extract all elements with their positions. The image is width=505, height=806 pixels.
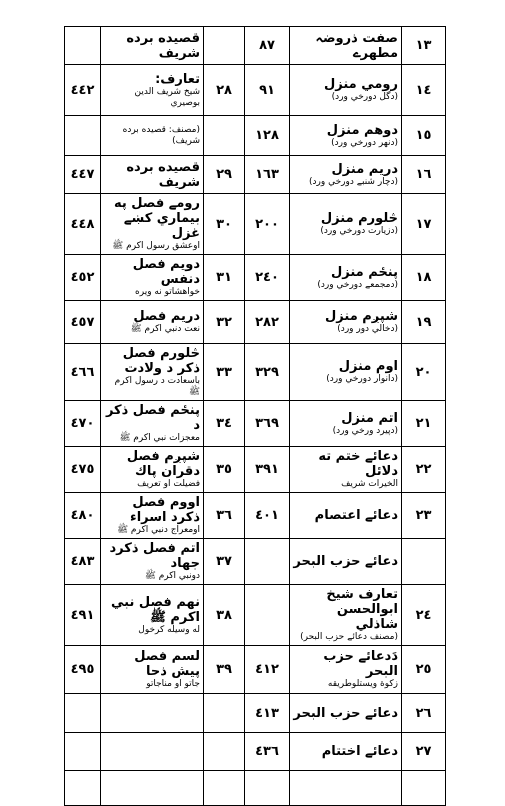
entry-number-text: ٢٤ bbox=[415, 607, 432, 623]
entry-title-2-text: اتم فصل ذكرد جهاد bbox=[109, 541, 200, 571]
entry-number-2-text: ٣٨ bbox=[216, 607, 232, 623]
entry-page-2-text: ٤٤٨ bbox=[70, 216, 95, 232]
table-row bbox=[65, 733, 446, 771]
entry-number-2-text: ٣٢ bbox=[216, 314, 232, 330]
table-row bbox=[65, 344, 446, 401]
entry-number-text: ٢٦ bbox=[415, 705, 432, 721]
entry-title bbox=[290, 27, 402, 65]
entry-page bbox=[245, 771, 290, 806]
entry-title-2 bbox=[101, 694, 204, 733]
entry-title-2-text: قصيده برده شريف bbox=[126, 159, 200, 190]
entry-page bbox=[245, 694, 290, 733]
entry-number bbox=[402, 401, 446, 447]
table-row bbox=[65, 493, 446, 539]
entry-page-2 bbox=[65, 539, 101, 585]
entry-subtitle-text: (دچار شنبے دورخي ورد) bbox=[309, 176, 398, 187]
table-row bbox=[65, 539, 446, 585]
entry-page-2 bbox=[65, 733, 101, 771]
entry-number-2 bbox=[204, 401, 245, 447]
entry-title bbox=[290, 585, 402, 646]
entry-page-text: ٣٩١ bbox=[255, 462, 279, 477]
entry-title-text: دوهم منزل bbox=[326, 122, 398, 138]
entry-page-text: ١٦٣ bbox=[255, 167, 279, 182]
entry-title-2 bbox=[101, 539, 204, 585]
table-row bbox=[65, 156, 446, 194]
table-row bbox=[65, 27, 446, 65]
entry-number bbox=[402, 156, 446, 194]
entry-title bbox=[290, 493, 402, 539]
entry-number-text: ٢٧ bbox=[415, 744, 432, 759]
entry-page-text: ٤١٣ bbox=[255, 705, 279, 721]
entry-title-text: دعائے اختتام bbox=[321, 744, 398, 759]
entry-subtitle-text: الخيرات شريف bbox=[341, 479, 398, 489]
entry-number-2 bbox=[204, 733, 245, 771]
entry-title-text: صفت ذروضہ مطهرے bbox=[315, 30, 398, 61]
table-row bbox=[65, 646, 446, 694]
entry-subtitle-2-text: معجزات نبي اكرم ﷺ bbox=[119, 433, 200, 443]
entry-subtitle-2-text: اوعشق رسول اكرم ﷺ bbox=[112, 241, 200, 251]
entry-title-2-text: دريم فصل bbox=[133, 309, 200, 324]
entry-title-2 bbox=[101, 116, 204, 156]
entry-title-text: اوم منزل bbox=[338, 359, 398, 374]
entry-title-text: دَدعائے حزب البحر bbox=[323, 649, 398, 679]
entry-subtitle-2-text: له وسيله كرخول bbox=[138, 624, 200, 635]
entry-page-2-text: ٤٨٣ bbox=[70, 554, 95, 569]
entry-page-text: ٩١ bbox=[259, 82, 275, 98]
entry-number bbox=[402, 194, 446, 255]
entry-number-2-text: ٣٠ bbox=[216, 216, 232, 232]
entry-number-text: ٢٠ bbox=[415, 364, 432, 380]
entry-title-text: دعائے اعتصام bbox=[314, 508, 398, 523]
entry-page bbox=[245, 194, 290, 255]
entry-subtitle-text: زكوة ويستلوطريقه bbox=[327, 679, 398, 689]
entry-number-2-text: ٣٣ bbox=[216, 364, 232, 380]
entry-number bbox=[402, 493, 446, 539]
entry-title-2 bbox=[101, 771, 204, 806]
table-row bbox=[65, 65, 446, 116]
entry-number-2 bbox=[204, 694, 245, 733]
entry-title-text: شپږم منزل bbox=[325, 309, 398, 324]
entry-title-text: رومي منزل bbox=[323, 77, 398, 92]
entry-page bbox=[245, 156, 290, 194]
table-row bbox=[65, 585, 446, 646]
entry-page-2 bbox=[65, 255, 101, 301]
entry-page-2-text: ٤٩١ bbox=[70, 607, 95, 623]
entry-subtitle-2-text: دونبي اكرم ﷺ bbox=[145, 571, 200, 581]
entry-title bbox=[290, 116, 402, 156]
entry-page bbox=[245, 539, 290, 585]
entry-title bbox=[290, 194, 402, 255]
entry-number-2-text: ٢٨ bbox=[216, 82, 232, 98]
entry-title-2 bbox=[101, 255, 204, 301]
entry-subtitle-2-text: شيخ شريف الدين بوصيري bbox=[134, 86, 200, 108]
entry-title-text: دعائے ختم ته دلائل bbox=[318, 449, 398, 479]
entry-title-2 bbox=[101, 344, 204, 401]
entry-page-text: ٣٦٩ bbox=[255, 416, 279, 431]
entry-page-text: ٨٧ bbox=[259, 38, 275, 53]
table-row bbox=[65, 447, 446, 493]
entry-subtitle-2-text: (مصنف: قصيده برده شريف) bbox=[122, 124, 200, 146]
entry-title-2 bbox=[101, 156, 204, 194]
entry-number bbox=[402, 301, 446, 344]
entry-page-2 bbox=[65, 301, 101, 344]
entry-page bbox=[245, 27, 290, 65]
entry-page-2-text: ٤٦٦ bbox=[70, 364, 95, 380]
entry-page bbox=[245, 301, 290, 344]
entry-page-2-text: ٤٤٧ bbox=[70, 167, 95, 182]
entry-page-2 bbox=[65, 401, 101, 447]
entry-subtitle-2-text: جاتو او مناجاتو bbox=[146, 679, 200, 689]
entry-title bbox=[290, 694, 402, 733]
entry-page-text: ٢٠٠ bbox=[255, 216, 279, 232]
entry-number-text: ١٩ bbox=[415, 314, 432, 330]
table-row bbox=[65, 401, 446, 447]
entry-number-2 bbox=[204, 493, 245, 539]
entry-page-2 bbox=[65, 65, 101, 116]
entry-number-text: ٢٢ bbox=[415, 462, 432, 477]
entry-subtitle-text: (دمجمعے دورخي ورد) bbox=[317, 279, 398, 290]
entry-title-2 bbox=[101, 27, 204, 65]
entry-title-text: دعائے حزب البحر bbox=[293, 554, 398, 569]
entry-title bbox=[290, 447, 402, 493]
entry-page-2-text: ٤٧٠ bbox=[70, 416, 95, 431]
entry-title-2 bbox=[101, 493, 204, 539]
entry-title-2-text: پنځم فصل ذكر د bbox=[105, 403, 200, 433]
entry-page bbox=[245, 585, 290, 646]
entry-page-text: ٢٤٠ bbox=[255, 270, 279, 285]
entry-number-2 bbox=[204, 771, 245, 806]
table-row bbox=[65, 301, 446, 344]
table-row bbox=[65, 194, 446, 255]
entry-title bbox=[290, 771, 402, 806]
entry-title-2-text: رومے فصل په بيماري كښے غزل bbox=[114, 196, 200, 241]
entry-subtitle-text: (دزيارت دورخي ورد) bbox=[320, 226, 398, 236]
entry-number-2-text: ٣٥ bbox=[216, 462, 232, 477]
entry-number-2 bbox=[204, 116, 245, 156]
entry-page bbox=[245, 344, 290, 401]
entry-page bbox=[245, 65, 290, 116]
entry-number-2 bbox=[204, 646, 245, 694]
entry-subtitle-text: (دگل دورخي ورد) bbox=[331, 92, 398, 102]
entry-title-2-text: اووم فصل ذكرد اسراء bbox=[130, 495, 200, 525]
entry-page bbox=[245, 447, 290, 493]
entry-title bbox=[290, 401, 402, 447]
entry-number bbox=[402, 344, 446, 401]
table-row bbox=[65, 771, 446, 806]
entry-number bbox=[402, 694, 446, 733]
entry-title-text: دريم منزل bbox=[331, 161, 398, 177]
toc-body bbox=[65, 27, 446, 806]
entry-number-text: ٢٥ bbox=[415, 662, 432, 677]
entry-page bbox=[245, 646, 290, 694]
entry-page-2 bbox=[65, 585, 101, 646]
entry-page-2-text: ٤٥٧ bbox=[70, 314, 95, 330]
entry-title-2 bbox=[101, 646, 204, 694]
entry-page-text: ٣٢٩ bbox=[255, 364, 279, 380]
entry-page-text: ٤١٢ bbox=[255, 662, 279, 677]
entry-title bbox=[290, 156, 402, 194]
entry-title bbox=[290, 539, 402, 585]
entry-subtitle-2-text: خواهشاتو نه ويره bbox=[135, 287, 200, 297]
entry-subtitle-text: (مصنف دعائے حزب البحر) bbox=[300, 632, 398, 642]
entry-number bbox=[402, 65, 446, 116]
entry-number-2-text: ٣٦ bbox=[216, 508, 232, 523]
table-row bbox=[65, 116, 446, 156]
entry-subtitle-text: (دنهر دورخي ورد) bbox=[331, 137, 398, 148]
entry-number-2 bbox=[204, 156, 245, 194]
entry-title-2 bbox=[101, 65, 204, 116]
entry-title-2 bbox=[101, 447, 204, 493]
entry-page-2-text: ٤٨٠ bbox=[70, 508, 95, 523]
entry-page-2 bbox=[65, 194, 101, 255]
entry-number bbox=[402, 585, 446, 646]
entry-number-2 bbox=[204, 27, 245, 65]
entry-title-2-text: دويم فصل دنفس bbox=[132, 257, 200, 287]
entry-page-2 bbox=[65, 694, 101, 733]
entry-page bbox=[245, 493, 290, 539]
entry-title bbox=[290, 65, 402, 116]
entry-title-2-text: تعارف: bbox=[155, 71, 200, 87]
entry-page-2 bbox=[65, 156, 101, 194]
entry-page-text: ١٢٨ bbox=[255, 128, 279, 143]
entry-subtitle-2-text: اومعراج دنبي اكرم ﷺ bbox=[117, 525, 200, 535]
entry-page-2 bbox=[65, 116, 101, 156]
entry-number bbox=[402, 771, 446, 806]
toc-table bbox=[64, 26, 446, 806]
entry-number-text: ١٣ bbox=[415, 38, 432, 53]
entry-page-text: ٤٠١ bbox=[255, 508, 279, 523]
entry-title-2-text: نهم فصل نبي اكرم ﷺ bbox=[111, 594, 200, 625]
entry-number-text: ١٤ bbox=[415, 82, 432, 98]
entry-number bbox=[402, 646, 446, 694]
entry-title-2 bbox=[101, 401, 204, 447]
entry-number-2-text: ٣٩ bbox=[216, 662, 232, 677]
entry-page-2 bbox=[65, 771, 101, 806]
entry-number bbox=[402, 733, 446, 771]
entry-number-2-text: ٣٧ bbox=[216, 554, 232, 569]
entry-subtitle-2-text: نعت دنبي اكرم ﷺ bbox=[130, 324, 200, 334]
entry-page-2 bbox=[65, 493, 101, 539]
entry-number-text: ٢١ bbox=[415, 416, 432, 431]
entry-page bbox=[245, 116, 290, 156]
entry-page-2 bbox=[65, 447, 101, 493]
entry-number-2 bbox=[204, 447, 245, 493]
entry-number bbox=[402, 27, 446, 65]
entry-title-2-text: شپږم فصل دقران پاك bbox=[126, 449, 200, 479]
entry-page-2-text: ٤٥٢ bbox=[70, 270, 95, 285]
entry-title bbox=[290, 733, 402, 771]
entry-title-2 bbox=[101, 733, 204, 771]
entry-title-2-text: څلورم فصل ذكر د ولادت bbox=[122, 346, 200, 376]
entry-title-text: اتم منزل bbox=[341, 410, 398, 426]
entry-number-2 bbox=[204, 539, 245, 585]
entry-number-2 bbox=[204, 301, 245, 344]
entry-page-text: ٤٣٦ bbox=[255, 744, 279, 759]
entry-title-2 bbox=[101, 194, 204, 255]
entry-number-text: ٢٣ bbox=[415, 508, 432, 523]
entry-number-2-text: ٢٩ bbox=[216, 167, 232, 182]
entry-page-2 bbox=[65, 27, 101, 65]
entry-title bbox=[290, 646, 402, 694]
entry-number bbox=[402, 447, 446, 493]
entry-number bbox=[402, 116, 446, 156]
entry-number-2 bbox=[204, 194, 245, 255]
table-row bbox=[65, 255, 446, 301]
entry-subtitle-text: (دخالي دور ورد) bbox=[337, 324, 398, 334]
entry-number-2 bbox=[204, 255, 245, 301]
entry-title-2-text: لسم فصل پيش ذحا bbox=[134, 649, 200, 679]
table-row bbox=[65, 694, 446, 733]
entry-page bbox=[245, 733, 290, 771]
entry-number-text: ١٥ bbox=[415, 128, 432, 143]
entry-number bbox=[402, 255, 446, 301]
entry-title-text: پنځم منزل bbox=[331, 264, 398, 280]
entry-number-2 bbox=[204, 585, 245, 646]
entry-title-2-text: قصيده برده شريف bbox=[126, 30, 200, 61]
entry-page-text: ٢٨٢ bbox=[255, 314, 279, 330]
entry-number-2-text: ٣١ bbox=[216, 270, 232, 285]
entry-subtitle-text: (دپيرد ورخي ورد) bbox=[332, 425, 398, 436]
entry-number-2-text: ٣٤ bbox=[216, 416, 232, 431]
entry-page-2 bbox=[65, 646, 101, 694]
entry-title bbox=[290, 255, 402, 301]
entry-page bbox=[245, 255, 290, 301]
entry-title-text: دعائے حزب البحر bbox=[293, 705, 398, 721]
entry-title-2 bbox=[101, 301, 204, 344]
entry-number-text: ١٨ bbox=[415, 270, 432, 285]
entry-title-text: څلورم منزل bbox=[320, 211, 398, 226]
entry-title bbox=[290, 301, 402, 344]
entry-number-text: ١٦ bbox=[415, 167, 432, 182]
entry-page bbox=[245, 401, 290, 447]
entry-title bbox=[290, 344, 402, 401]
entry-number bbox=[402, 539, 446, 585]
entry-page-2 bbox=[65, 344, 101, 401]
entry-number-text: ١٧ bbox=[415, 216, 432, 232]
entry-page-2-text: ٤٤٢ bbox=[70, 82, 95, 98]
entry-subtitle-text: (دانوار دورخي ورد) bbox=[326, 374, 398, 384]
entry-title-text: تعارف شيخ ابوالحسن شاذلي bbox=[326, 587, 398, 632]
entry-page-2-text: ٤٧٥ bbox=[70, 462, 95, 477]
entry-number-2 bbox=[204, 344, 245, 401]
entry-subtitle-2-text: فضيلت او تعريف bbox=[137, 479, 200, 489]
entry-title-2 bbox=[101, 585, 204, 646]
entry-subtitle-2-text: باسعادت د رسول اكرم ﷺ bbox=[114, 376, 200, 397]
entry-number-2 bbox=[204, 65, 245, 116]
entry-page-2-text: ٤٩٥ bbox=[70, 662, 95, 677]
